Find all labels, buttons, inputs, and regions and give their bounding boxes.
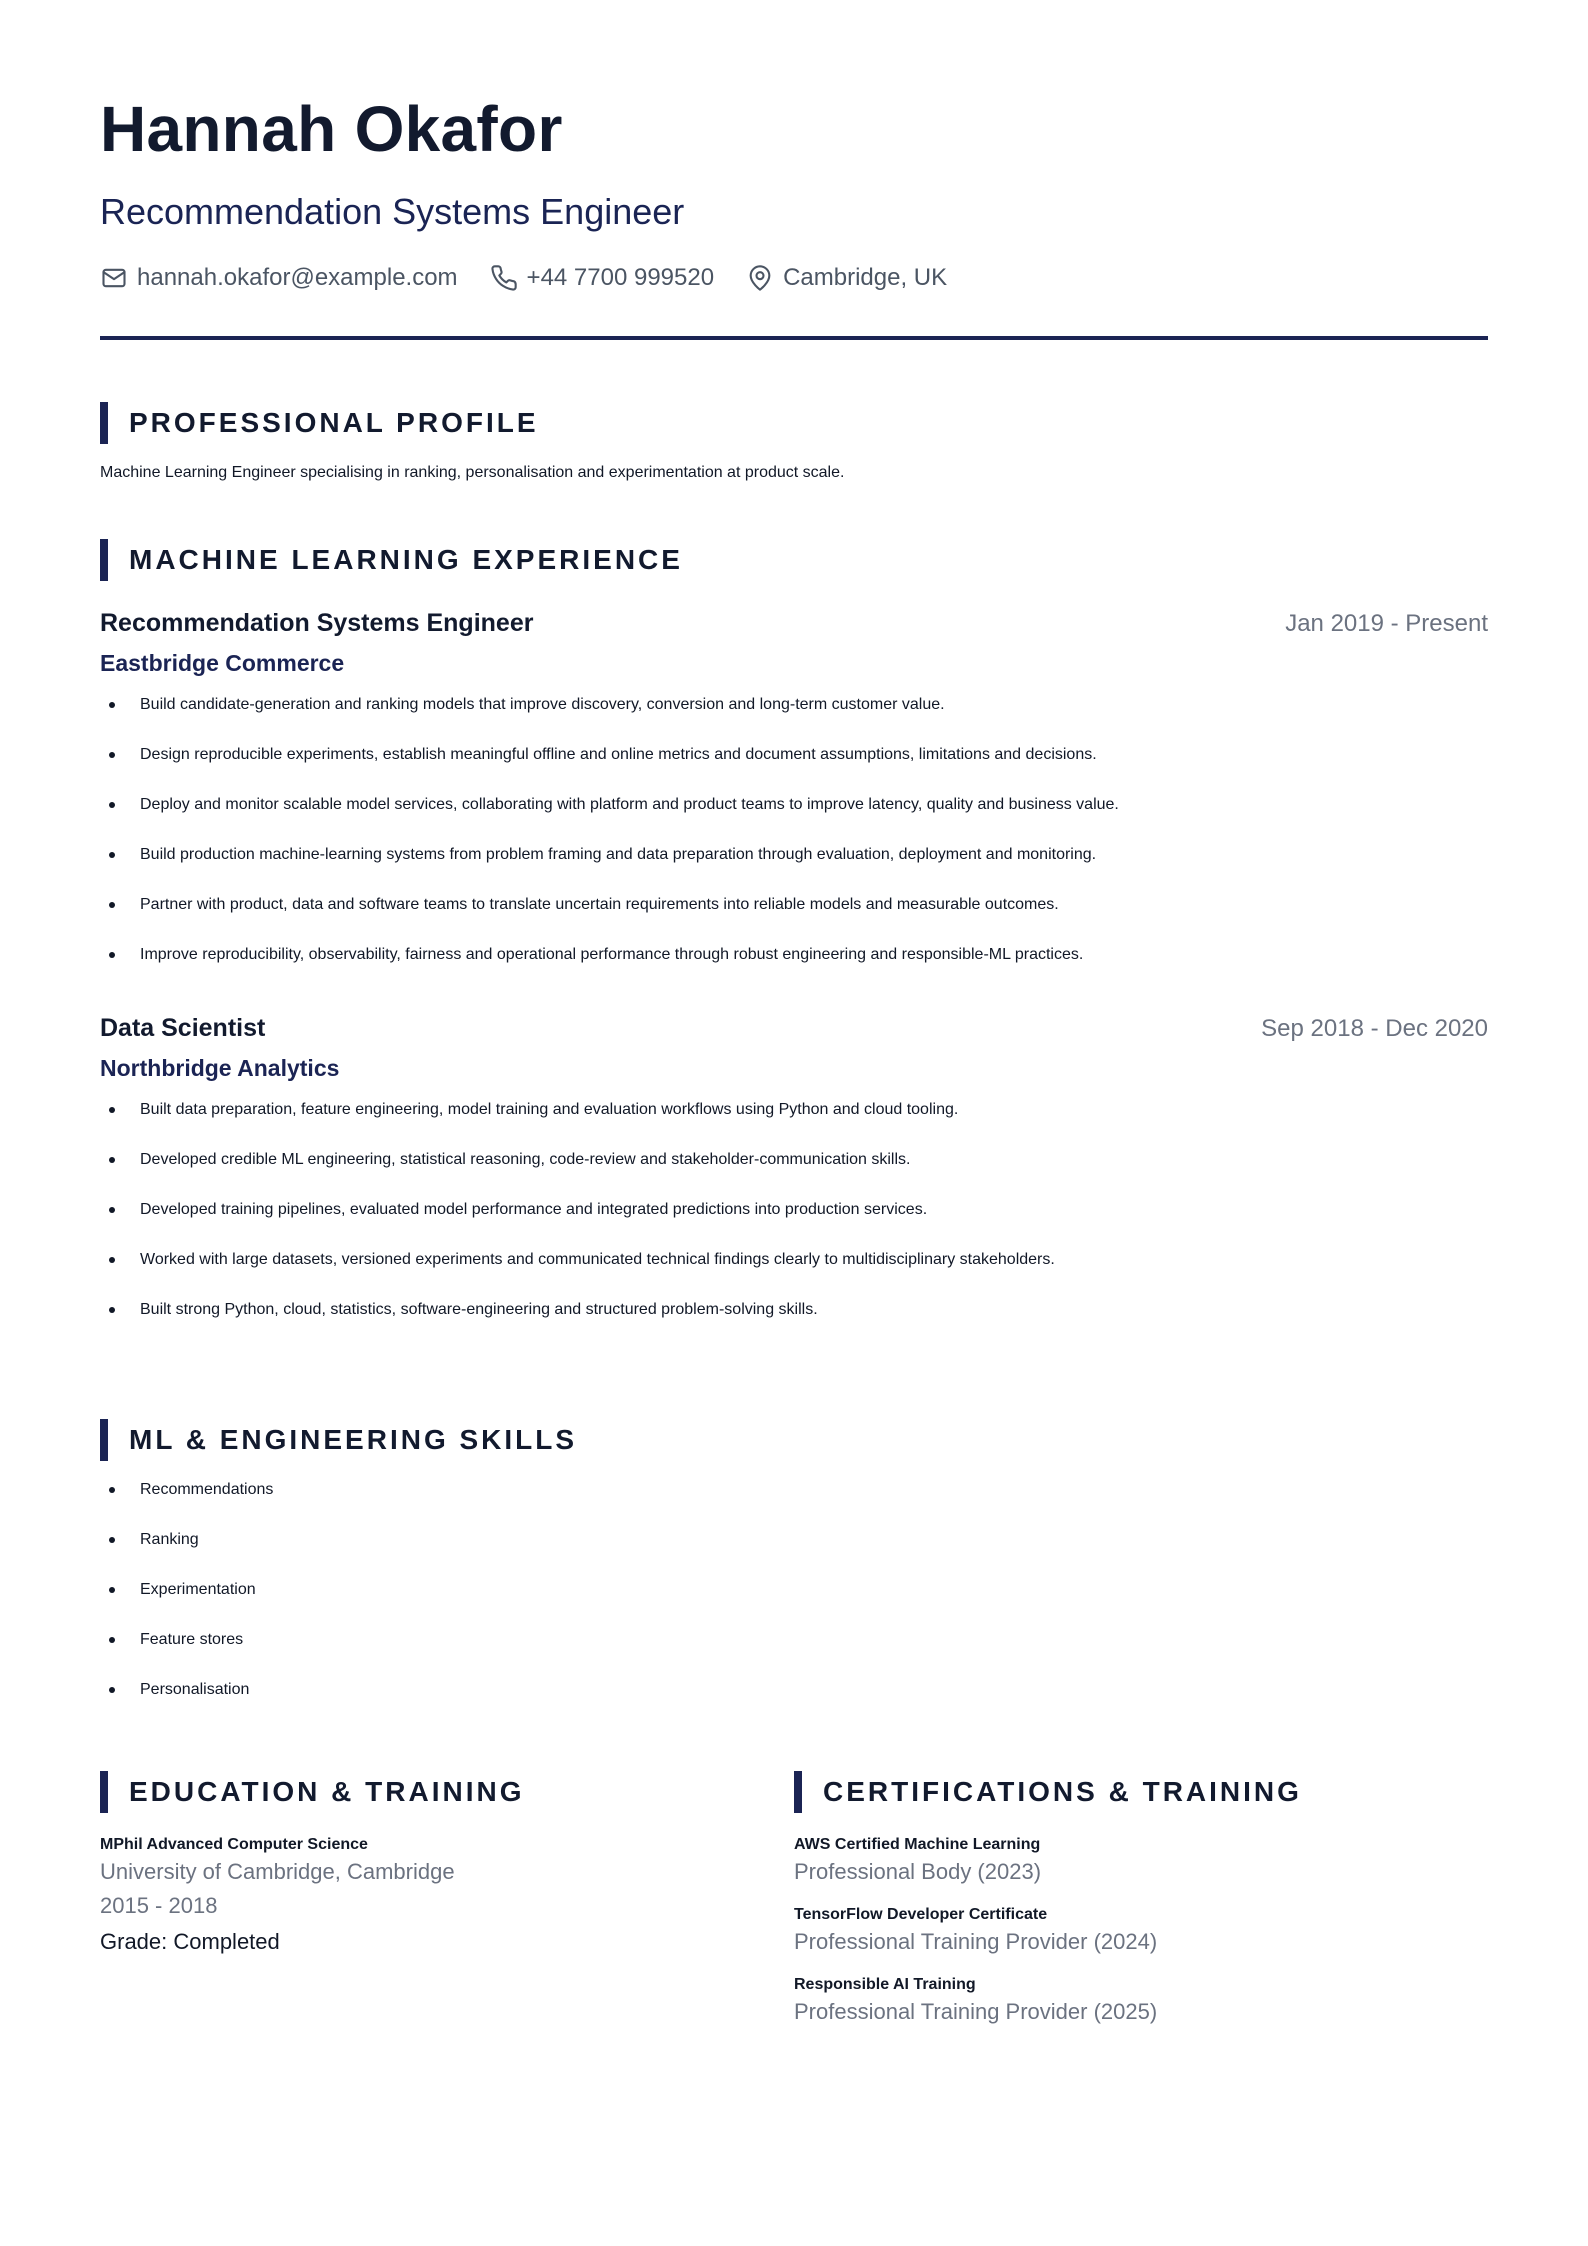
certification-item <box>794 1905 1488 1957</box>
job-company: Northbridge Analytics <box>100 1055 340 1081</box>
job-role: Data Scientist <box>100 1014 266 1042</box>
education-column <box>100 1771 794 2027</box>
section-accent-bar <box>100 539 108 581</box>
list-item: Build candidate-generation and ranking models that improve discovery, conversion and long-term customer value. <box>100 694 1488 744</box>
skill-item: Personalisation <box>100 1679 1488 1729</box>
location-text: Cambridge, UK <box>783 264 948 291</box>
certification-item <box>794 1835 1488 1887</box>
section-heading-certifications <box>794 1771 1488 1813</box>
job-bullets <box>100 1099 1488 1349</box>
job-entry <box>100 609 1488 994</box>
location-pin-icon <box>746 264 774 292</box>
section-heading-text: MACHINE LEARNING EXPERIENCE <box>129 544 683 575</box>
skill-item: Experimentation <box>100 1579 1488 1629</box>
section-accent-bar <box>100 1419 108 1461</box>
job-entry <box>100 1014 1488 1349</box>
list-item: Design reproducible experiments, establish meaningful offline and online metrics and document assumptions, limitations and decisions. <box>100 744 1488 794</box>
list-item: Deploy and monitor scalable model services, collaborating with platform and product teams to improve latency, quality and business value. <box>100 794 1488 844</box>
job-header <box>100 609 1488 638</box>
mail-icon <box>100 264 128 292</box>
section-accent-bar <box>794 1771 802 1813</box>
header-divider <box>100 336 1488 340</box>
job-dates: Jan 2019 - Present <box>1285 610 1488 637</box>
job-dates: Sep 2018 - Dec 2020 <box>1261 1015 1488 1042</box>
section-heading-text: ML & ENGINEERING SKILLS <box>129 1424 578 1455</box>
job-bullets <box>100 694 1488 994</box>
section-heading-education <box>100 1771 794 1813</box>
certification-name: TensorFlow Developer Certificate <box>794 1906 1048 1923</box>
list-item: Improve reproducibility, observability, fairness and operational performance through robust engineering and responsible-ML practices. <box>100 944 1488 994</box>
skill-item: Ranking <box>100 1529 1488 1579</box>
section-heading-experience <box>100 539 1488 581</box>
phone-text: +44 7700 999520 <box>526 264 715 291</box>
section-heading-profile <box>100 402 1488 444</box>
certifications-column <box>794 1771 1488 2027</box>
contact-location <box>746 264 947 292</box>
certification-name: Responsible AI Training <box>794 1976 976 1993</box>
list-item: Partner with product, data and software teams to translate uncertain requirements into reliable models and measurable outcomes. <box>100 894 1488 944</box>
job-header <box>100 1014 1488 1043</box>
contact-row <box>100 264 1488 292</box>
section-heading-skills <box>100 1419 1488 1461</box>
email-text: hannah.okafor@example.com <box>137 264 458 291</box>
section-accent-bar <box>100 1771 108 1813</box>
section-heading-text: EDUCATION & TRAINING <box>129 1776 525 1807</box>
bottom-columns <box>100 1771 1488 2027</box>
education-degree: MPhil Advanced Computer Science <box>100 1836 368 1853</box>
skill-item: Feature stores <box>100 1629 1488 1679</box>
candidate-name: Hannah Okafor <box>100 93 563 165</box>
contact-phone[interactable] <box>490 264 715 292</box>
section-heading-text: CERTIFICATIONS & TRAINING <box>823 1776 1302 1807</box>
certification-item <box>794 1975 1488 2027</box>
section-heading-text: PROFESSIONAL PROFILE <box>129 407 539 438</box>
skill-item: Recommendations <box>100 1479 1488 1529</box>
certification-name: AWS Certified Machine Learning <box>794 1836 1041 1853</box>
list-item: Built data preparation, feature engineering, model training and evaluation workflows using Python and cloud tooling. <box>100 1099 1488 1149</box>
certification-issuer: Professional Body (2023) <box>794 1859 1042 1884</box>
skills-list <box>100 1479 1488 1729</box>
list-item: Build production machine-learning systems from problem framing and data preparation through evaluation, deployment and monitoring. <box>100 844 1488 894</box>
contact-email[interactable] <box>100 264 458 292</box>
list-item: Built strong Python, cloud, statistics, software-engineering and structured problem-solving skills. <box>100 1299 1488 1349</box>
list-item: Developed credible ML engineering, statistical reasoning, code-review and stakeholder-communication skills. <box>100 1149 1488 1199</box>
certification-issuer: Professional Training Provider (2025) <box>794 1999 1158 2024</box>
section-accent-bar <box>100 402 108 444</box>
education-school: University of Cambridge, Cambridge <box>100 1859 455 1884</box>
profile-summary: Machine Learning Engineer specialising in ranking, personalisation and experimentation at product scale. <box>100 464 845 481</box>
phone-icon <box>490 264 518 292</box>
list-item: Developed training pipelines, evaluated model performance and integrated predictions into production services. <box>100 1199 1488 1249</box>
job-company: Eastbridge Commerce <box>100 650 345 676</box>
education-grade: Grade: Completed <box>100 1929 280 1954</box>
education-years: 2015 - 2018 <box>100 1893 218 1918</box>
job-role: Recommendation Systems Engineer <box>100 609 534 637</box>
headline: Recommendation Systems Engineer <box>100 191 685 232</box>
certification-issuer: Professional Training Provider (2024) <box>794 1929 1158 1954</box>
list-item: Worked with large datasets, versioned experiments and communicated technical findings clearly to multidisciplinary stakeholders. <box>100 1249 1488 1299</box>
